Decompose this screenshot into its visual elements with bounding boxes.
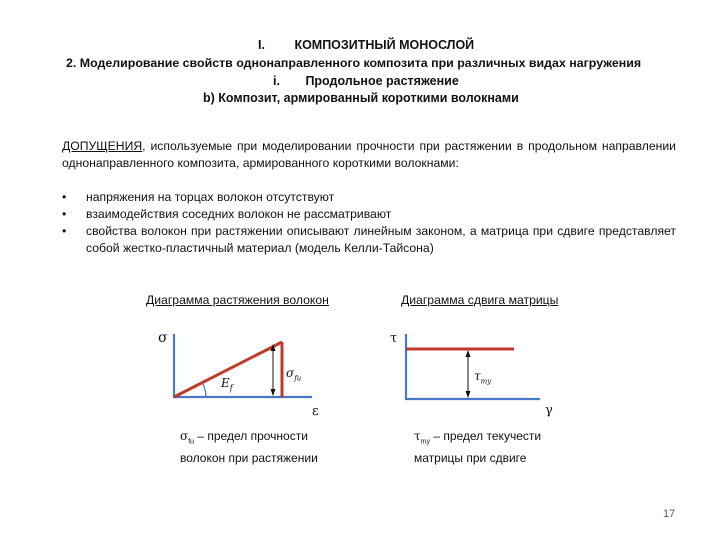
list-item bbox=[62, 206, 676, 223]
matrix-yield-label bbox=[474, 369, 491, 385]
fiber-strength-label bbox=[286, 366, 301, 382]
fiber-strength-symbol: σ bbox=[286, 366, 295, 380]
case-title: b) Композит, армированный короткими волокнами bbox=[203, 91, 519, 105]
fiber-caption-subscript: fu bbox=[188, 438, 195, 446]
assumptions-list bbox=[62, 189, 676, 257]
assumptions-heading: ДОПУЩЕНИЯ bbox=[62, 139, 143, 153]
matrix-caption-symbol: τ bbox=[414, 429, 421, 443]
matrix-yield-subscript: my bbox=[480, 377, 492, 386]
subsection-number: i. bbox=[273, 74, 280, 88]
matrix-caption-line2: матрицы при сдвиге bbox=[414, 451, 527, 466]
fiber-tension-diagram bbox=[140, 320, 340, 420]
assumptions-intro-text: , используемые при моделировании прочности при растяжении в продольном направлении однонаправленного композита, армированного короткими волокнами: bbox=[62, 139, 676, 170]
bullet-icon: • bbox=[62, 224, 67, 238]
fiber-modulus-symbol: E bbox=[221, 376, 230, 390]
arrow-up-icon bbox=[466, 350, 471, 357]
section-title: КОМПОЗИТНЫЙ МОНОСЛОЙ bbox=[294, 38, 475, 52]
page-subtitle: 2. Моделирование свойств однонаправленного композита при различных видах нагружения bbox=[66, 56, 642, 70]
matrix-x-axis-label: γ bbox=[545, 403, 553, 418]
arrow-down-icon bbox=[271, 389, 276, 396]
fiber-diagram-title: Диаграмма растяжения волокон bbox=[146, 293, 329, 307]
list-item-text: напряжения на торцах волокон отсутствуют bbox=[86, 190, 335, 204]
matrix-diagram-title: Диаграмма сдвига матрицы bbox=[401, 293, 559, 307]
fiber-strength-subscript: fu bbox=[294, 374, 302, 383]
section-heading bbox=[258, 38, 474, 52]
fiber-modulus-label bbox=[221, 376, 233, 392]
slope-angle-arc bbox=[203, 383, 207, 397]
list-item bbox=[62, 223, 676, 257]
list-item bbox=[62, 189, 676, 206]
fiber-modulus-subscript: f bbox=[229, 383, 233, 393]
page-number: 17 bbox=[663, 508, 676, 520]
bullet-icon: • bbox=[62, 207, 67, 221]
assumptions-intro bbox=[62, 138, 676, 172]
bullet-icon: • bbox=[62, 190, 67, 204]
matrix-caption-text: – предел текучести bbox=[429, 429, 542, 443]
arrow-down-icon bbox=[466, 391, 471, 398]
subsection-heading bbox=[273, 74, 459, 88]
fiber-caption-text: – предел прочности bbox=[194, 429, 308, 443]
fiber-caption-symbol: σ bbox=[180, 429, 189, 443]
fiber-caption-line2: волокон при растяжении bbox=[180, 451, 318, 466]
fiber-caption-line1 bbox=[180, 428, 318, 450]
list-item-text: взаимодействия соседних волокон не рассматривают bbox=[86, 207, 392, 221]
fiber-x-axis-label: ε bbox=[312, 404, 319, 419]
matrix-caption-line1 bbox=[414, 428, 541, 450]
fiber-caption bbox=[180, 428, 318, 466]
matrix-caption-subscript: my bbox=[420, 438, 430, 446]
matrix-y-axis-label: τ bbox=[390, 331, 398, 346]
list-item-text: свойства волокон при растяжении описывают линейным законом, а матрица при сдвиге представляет собой жестко-пластичный материал (модель Келли-Тайсона) bbox=[86, 224, 676, 255]
fiber-y-axis-label: σ bbox=[158, 330, 168, 346]
matrix-caption bbox=[414, 428, 541, 466]
section-number: I. bbox=[258, 38, 265, 52]
matrix-yield-symbol: τ bbox=[474, 369, 481, 383]
subsection-title: Продольное растяжение bbox=[305, 74, 459, 88]
